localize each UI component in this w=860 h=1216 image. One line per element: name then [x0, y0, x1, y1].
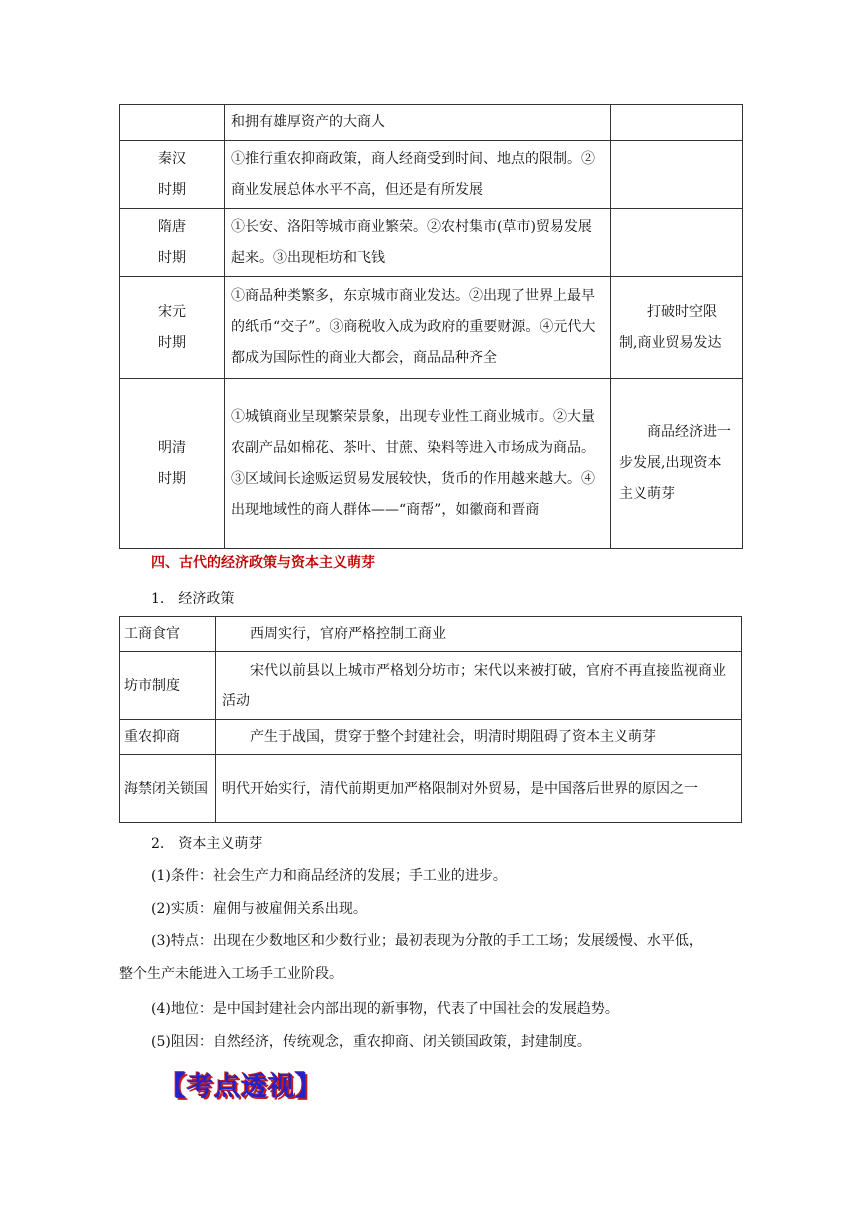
era-cell [120, 209, 225, 277]
era-cell [120, 105, 225, 141]
content-cell: ①推行重农抑商政策，商人经商受到时间、地点的限制。②商业发展总体水平不高，但还是有所发展 [225, 141, 611, 209]
era-cell [120, 277, 225, 379]
content-cell: 和拥有雄厚资产的大商人 [225, 105, 611, 141]
table-row [120, 141, 743, 209]
table-row [120, 720, 742, 755]
policy-desc: 西周实行，官府严格控制工商业 [216, 617, 742, 652]
commerce-history-table [119, 104, 743, 549]
table-row [120, 379, 743, 549]
point-status: (4)地位：是中国封建社会内部出现的新事物，代表了中国社会的发展趋势。 [151, 1001, 619, 1017]
era-cell [120, 141, 225, 209]
policy-desc: 宋代以前县以上城市严格划分坊市；宋代以来被打破，官府不再直接监视商业活动 [216, 652, 742, 720]
content-cell: ①长安、洛阳等城市商业繁荣。②农村集市(草市)贸易发展起来。③出现柜坊和飞钱 [225, 209, 611, 277]
era-label: 宋元 [158, 303, 186, 320]
policy-desc: 明代开始实行，清代前期更加严格限制对外贸易，是中国落后世界的原因之一 [216, 755, 742, 823]
era-label: 秦汉 [158, 150, 186, 167]
era-label: 隋唐 [158, 218, 186, 235]
policy-name: 坊市制度 [120, 652, 216, 720]
era-label: 明清 [158, 439, 186, 456]
table-row [120, 209, 743, 277]
policy-desc: 产生于战国，贯穿于整个封建社会，明清时期阻碍了资本主义萌芽 [216, 720, 742, 755]
table-row [120, 652, 742, 720]
note-cell: 商品经济进一步发展,出现资本主义萌芽 [611, 379, 743, 549]
era-label: 时期 [158, 249, 186, 266]
era-label: 时期 [158, 334, 186, 351]
note-cell [611, 105, 743, 141]
section-heading: 四、古代的经济政策与资本主义萌芽 [151, 555, 375, 571]
table-row [120, 277, 743, 379]
table-row [120, 755, 742, 823]
point-obstacles: (5)阻因：自然经济，传统观念，重农抑商、闭关锁国政策，封建制度。 [151, 1034, 591, 1050]
point-conditions: (1)条件：社会生产力和商品经济的发展；手工业的进步。 [151, 868, 507, 884]
economic-policy-table [119, 616, 742, 823]
table-row [120, 105, 743, 141]
point-features: (3)特点：出现在少数地区和少数行业；最初表现为分散的手工工场；发展缓慢、水平低，整个生产未能进入工场手工业阶段。 [119, 933, 703, 982]
table-row [120, 617, 742, 652]
exam-focus-banner: 【考点透视】 [160, 1072, 323, 1102]
note-cell: 打破时空限制,商业贸易发达 [611, 277, 743, 379]
era-label: 时期 [158, 181, 186, 198]
point-essence: (2)实质：雇佣与被雇佣关系出现。 [151, 901, 367, 917]
subheading-economic-policy: 1. 经济政策 [151, 591, 235, 607]
policy-name: 重农抑商 [120, 720, 216, 755]
era-cell [120, 379, 225, 549]
era-label: 时期 [158, 470, 186, 487]
note-cell [611, 141, 743, 209]
note-cell [611, 209, 743, 277]
policy-name: 工商食官 [120, 617, 216, 652]
content-cell: ①城镇商业呈现繁荣景象，出现专业性工商业城市。②大量农副产品如棉花、茶叶、甘蔗、染料等进入市场成为商品。③区域间长途贩运贸易发展较快，货币的作用越来越大。④出现地域性的商人群体——“商帮”，如徽商和晋商 [225, 379, 611, 549]
policy-name: 海禁闭关锁国 [120, 755, 216, 823]
subheading-capitalism-sprouts: 2. 资本主义萌芽 [151, 836, 263, 852]
content-cell: ①商品种类繁多，东京城市商业发达。②出现了世界上最早的纸币“交子”。③商税收入成为政府的重要财源。④元代大都成为国际性的商业大都会，商品品种齐全 [225, 277, 611, 379]
